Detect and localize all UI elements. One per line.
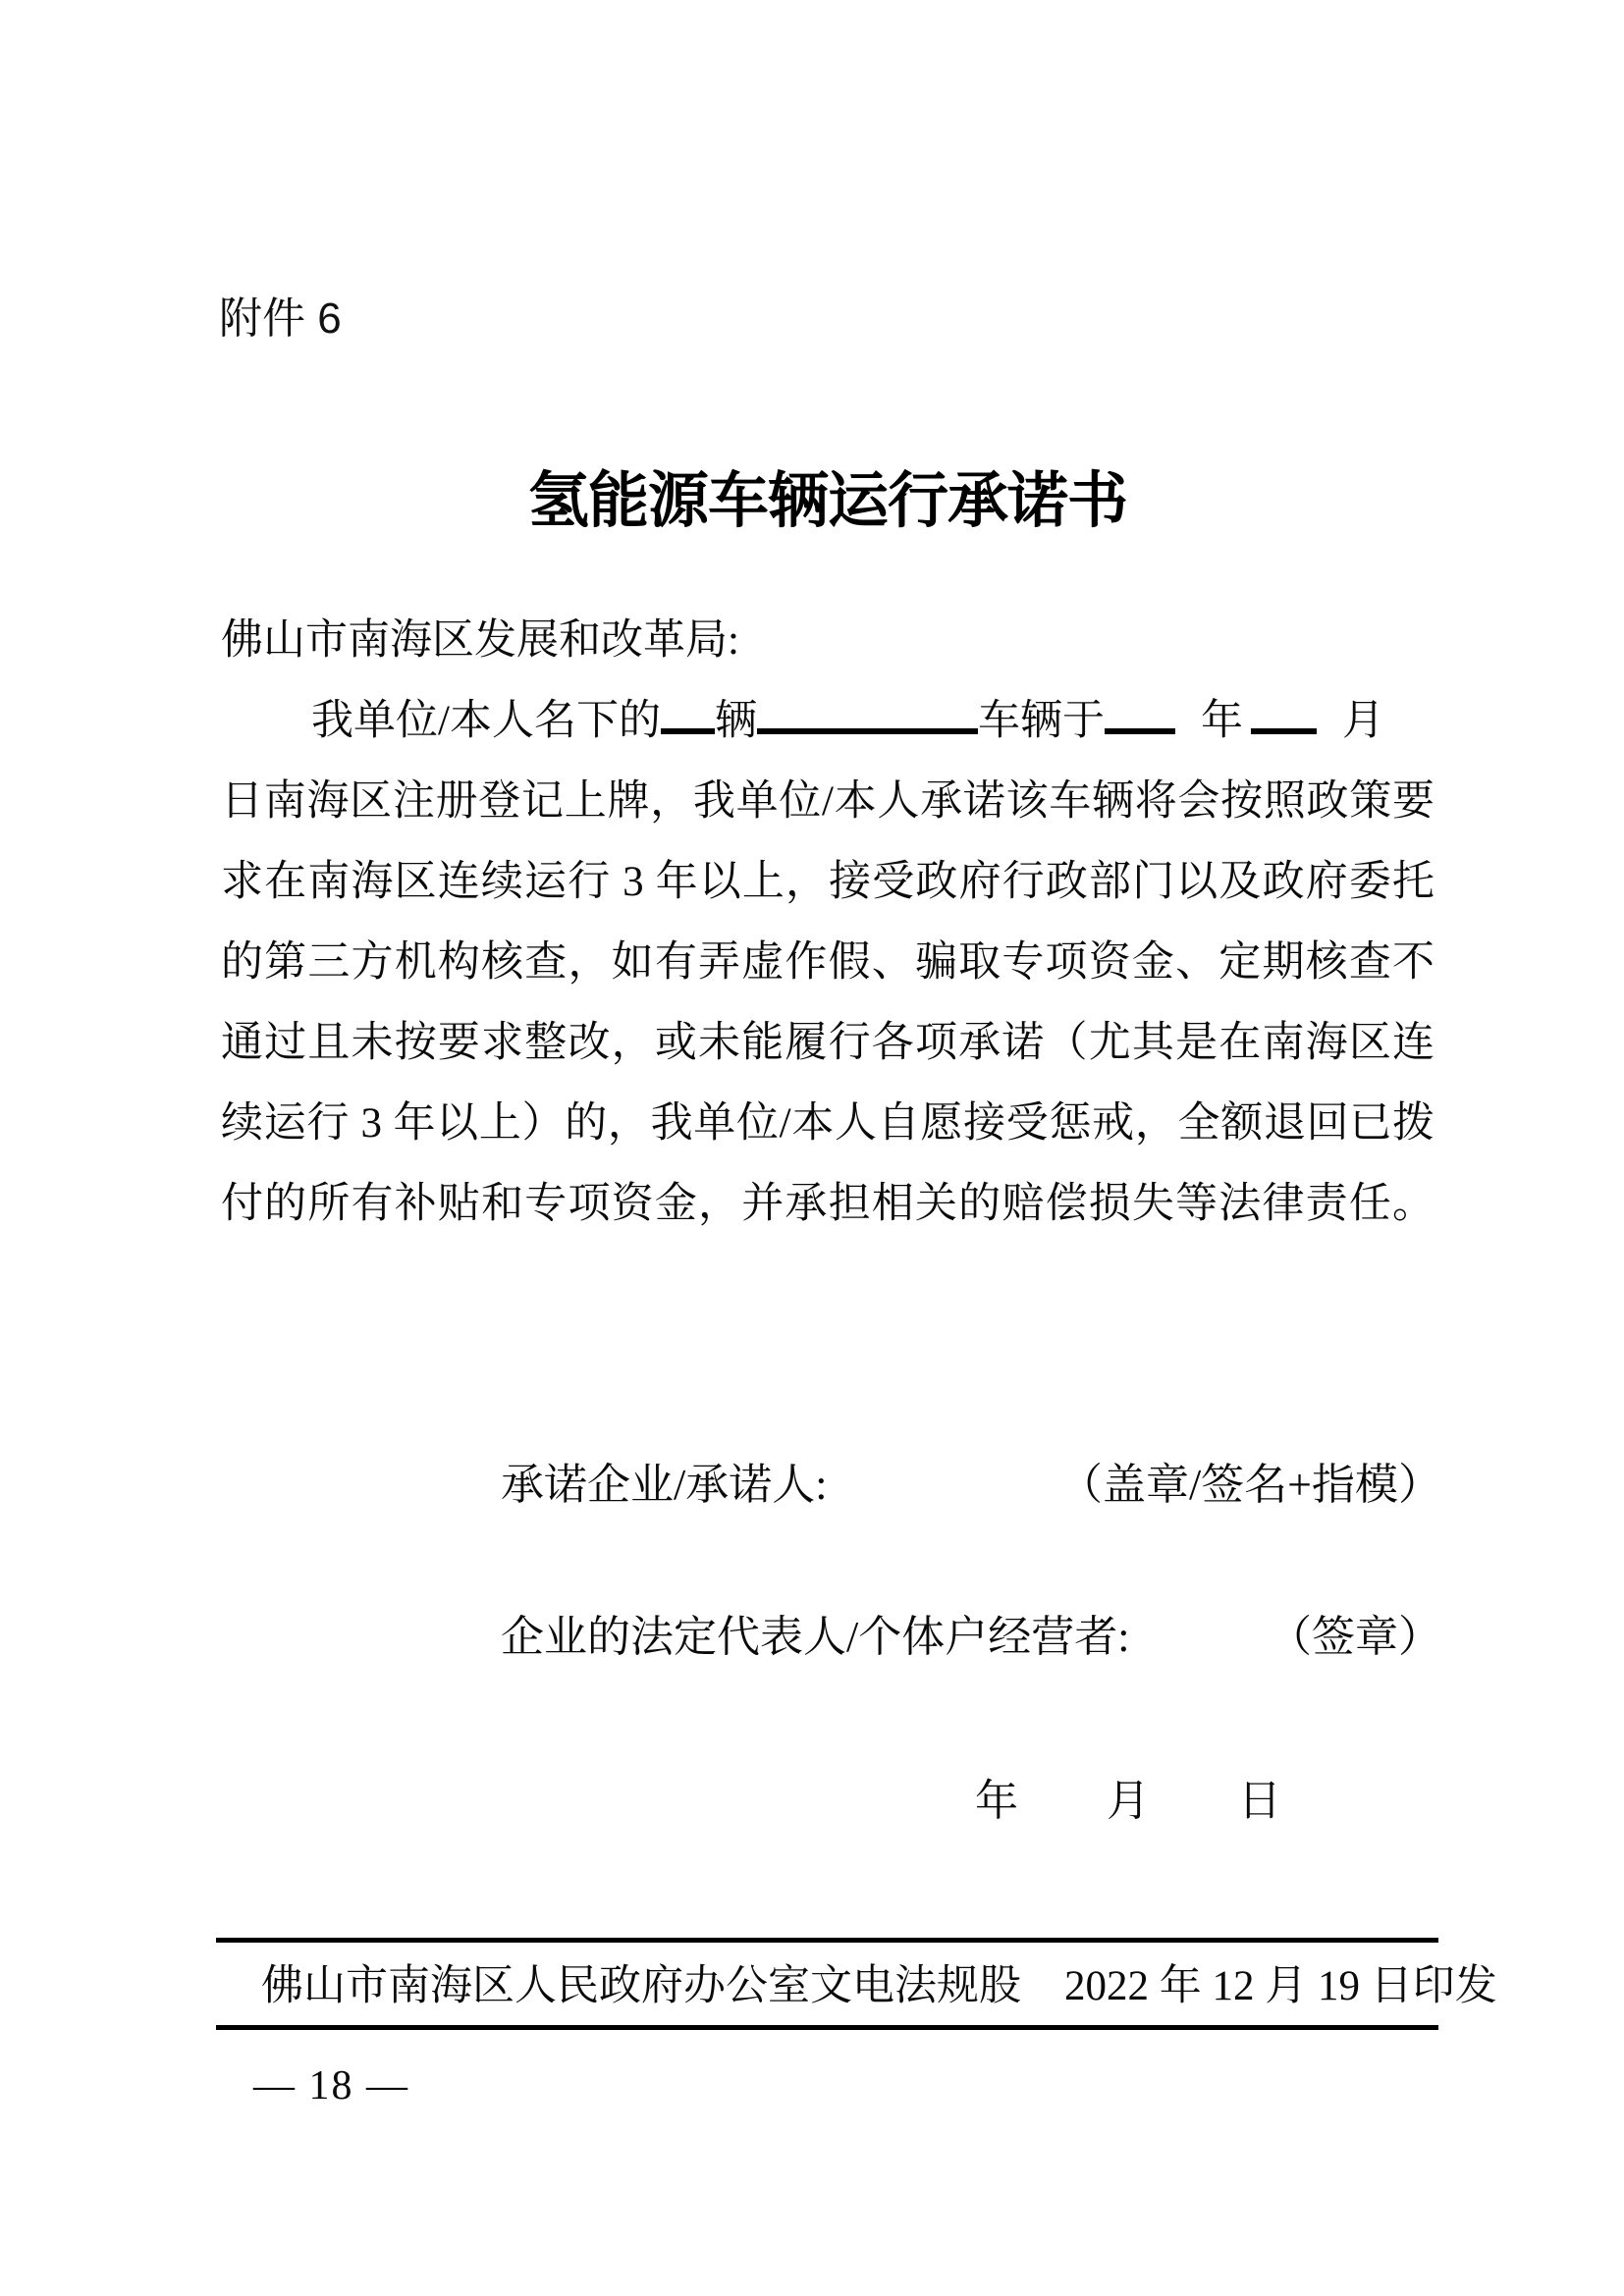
blank-month-value: [1251, 694, 1317, 734]
body-line: 日南海区注册登记上牌，我单位/本人承诺该车辆将会按照政策要: [221, 778, 1435, 825]
footer-issuer: 佛山市南海区人民政府办公室文电法规股: [261, 1963, 1021, 2009]
fill-in-line-seg5: 月: [1341, 698, 1384, 744]
body-line: 付的所有补贴和专项资金，并承担相关的赔偿损失等法律责任。: [221, 1181, 1435, 1227]
fill-in-line-seg2: 辆: [714, 698, 757, 744]
date-line: [975, 1777, 1281, 1827]
promisor-label: 承诺企业/承诺人:: [501, 1461, 828, 1509]
page-number: — 18 —: [253, 2063, 409, 2109]
fill-in-line-seg3: 车辆于: [977, 698, 1105, 744]
blank-vehicle-model: [757, 694, 978, 734]
body-line: 续运行 3 年以上）的，我单位/本人自愿接受惩戒，全额退回已拨: [221, 1100, 1435, 1147]
blank-vehicle-quantity: [661, 694, 715, 734]
fill-in-line-seg4: 年: [1200, 698, 1243, 744]
footer-divider-bottom: [216, 2025, 1438, 2030]
document-title: 氢能源车辆运行承诺书: [527, 468, 1127, 535]
promisor-seal-note: （盖章/签名+指模）: [1058, 1461, 1441, 1509]
representative-signature-row: [501, 1613, 1441, 1663]
footer-print-date: 2022 年 12 月 19 日印发: [1064, 1963, 1497, 2009]
body-line: 求在南海区连续运行 3 年以上，接受政府行政部门以及政府委托: [221, 859, 1435, 905]
blank-year-value: [1105, 694, 1175, 734]
representative-seal-note: （签章）: [1269, 1613, 1441, 1661]
fill-in-line: [221, 681, 1435, 762]
footer-imprint: [261, 1963, 1497, 2009]
body-line: 通过且未按要求整改，或未能履行各项承诺（尤其是在南海区连: [221, 1020, 1435, 1066]
footer-divider-top: [216, 1938, 1438, 1943]
date-year-label: 年: [975, 1777, 1018, 1825]
fill-in-line-seg1: 我单位/本人名下的: [311, 698, 661, 744]
salutation-line: 佛山市南海区发展和改革局:: [221, 617, 739, 664]
attachment-label: 附件 6: [219, 294, 342, 343]
representative-label: 企业的法定代表人/个体户经营者:: [501, 1613, 1130, 1661]
body-line: 的第三方机构核查，如有弄虚作假、骗取专项资金、定期核查不: [221, 939, 1435, 986]
body-text: [221, 601, 1435, 1245]
date-day-label: 日: [1238, 1777, 1281, 1825]
date-month-label: 月: [1107, 1777, 1150, 1825]
promisor-signature-row: [501, 1461, 1441, 1511]
